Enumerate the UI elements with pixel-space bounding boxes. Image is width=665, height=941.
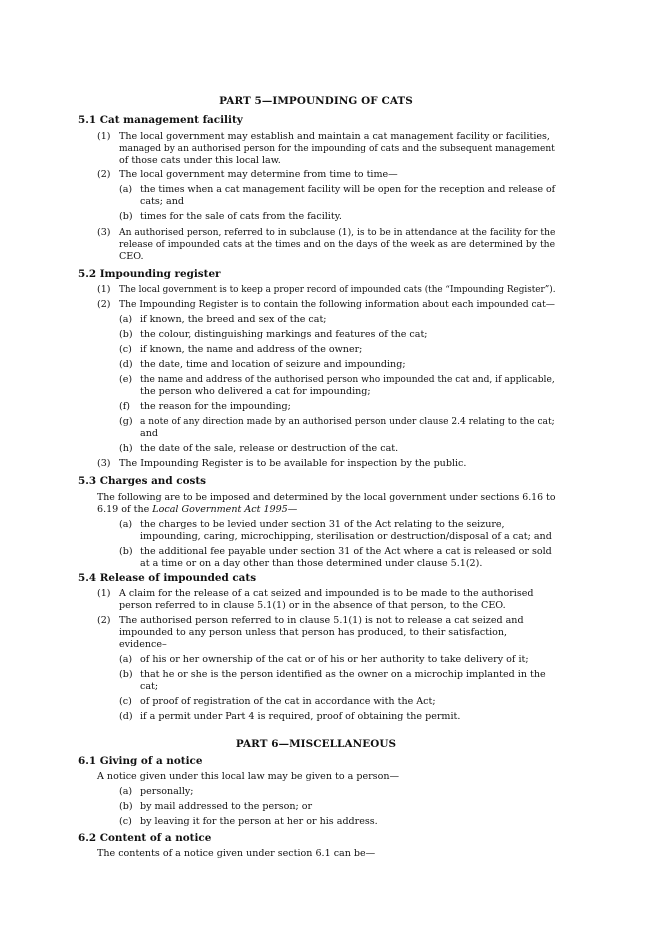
clause-text: person referred to in clause 5.1(1) or in the absence of that person, to the CEO. [119, 600, 506, 611]
item-letter: (d) [119, 359, 133, 370]
item-text: cat; [140, 681, 159, 692]
section-6-2-heading: 6.2 Content of a notice [78, 832, 212, 844]
item-letter: (c) [119, 696, 132, 707]
item-text: cats; and [140, 196, 184, 207]
item-letter: (h) [119, 443, 133, 454]
item-text: and [140, 428, 158, 439]
clause-text: release of impounded cats at the times and on the days of the week as are determined by the [119, 239, 556, 250]
item-text: the colour, distinguishing markings and features of the cat; [140, 329, 428, 340]
clause-text: An authorised person, referred to in subclause (1), is to be in attendance at the facility for the [119, 227, 556, 238]
clause-number: (2) [97, 169, 111, 180]
item-letter: (a) [119, 184, 133, 195]
section-5-3-heading: 5.3 Charges and costs [78, 475, 206, 487]
clause-text: A claim for the release of a cat seized and impounded is to be made to the authorised [119, 588, 534, 599]
section-intro: The following are to be imposed and determined by the local government under sections 6.16 to [97, 492, 556, 503]
clause-number: (2) [97, 615, 111, 626]
item-letter: (a) [119, 654, 133, 665]
item-text: the person who delivered a cat for impounding; [140, 386, 371, 397]
item-text: impounding, caring, microchipping, sterilisation or destruction/disposal of a cat; and [140, 531, 552, 542]
item-letter: (a) [119, 786, 133, 797]
clause-number: (2) [97, 299, 111, 310]
item-text: personally; [140, 786, 194, 797]
section-6-1-heading: 6.1 Giving of a notice [78, 755, 203, 767]
item-letter: (b) [119, 329, 133, 340]
item-letter: (c) [119, 344, 132, 355]
section-5-1-heading: 5.1 Cat management facility [78, 114, 243, 126]
item-text: that he or she is the person identified as the owner on a microchip implanted in the [140, 669, 546, 680]
clause-number: (1) [97, 131, 111, 142]
item-letter: (d) [119, 711, 133, 722]
clause-text: The authorised person referred to in clause 5.1(1) is not to release a cat seized and [119, 615, 524, 626]
item-letter: (a) [119, 519, 133, 530]
part-5-title: PART 5—IMPOUNDING OF CATS [219, 95, 413, 107]
clause-text: The Impounding Register is to be available for inspection by the public. [119, 458, 467, 469]
part-6-title: PART 6—MISCELLANEOUS [235, 738, 397, 750]
section-intro: A notice given under this local law may be given to a person— [97, 771, 400, 782]
item-text: the times when a cat management facility will be open for the reception and release of [140, 184, 556, 195]
item-text: if known, the name and address of the owner; [140, 344, 363, 355]
item-text: times for the sale of cats from the facility. [140, 211, 342, 222]
clause-number: (1) [97, 284, 111, 295]
item-text: by leaving it for the person at her or his address. [140, 816, 378, 827]
clause-text: evidence– [119, 639, 167, 650]
clause-text: The local government is to keep a proper record of impounded cats (the “Impounding Register”). [119, 284, 556, 295]
clause-text: The local government may determine from time to time— [119, 169, 398, 180]
intro-suffix: — [287, 504, 298, 515]
item-letter: (g) [119, 416, 133, 427]
item-text: the date, time and location of seizure and impounding; [140, 359, 406, 370]
section-5-4-heading: 5.4 Release of impounded cats [78, 572, 257, 584]
item-text: if known, the breed and sex of the cat; [140, 314, 327, 325]
item-text: the date of the sale, release or destruction of the cat. [140, 443, 399, 454]
item-text: at a time or on a day other than those determined under clause 5.1(2). [140, 558, 483, 569]
section-intro [97, 504, 297, 516]
item-text: the reason for the impounding; [140, 401, 291, 412]
item-text: by mail addressed to the person; or [140, 801, 313, 812]
item-text: the additional fee payable under section 31 of the Act where a cat is released or sold [140, 546, 552, 557]
clause-text: The Impounding Register is to contain the following information about each impounded cat— [119, 299, 555, 310]
clause-text: impounded to any person unless that person has produced, to their satisfaction, [119, 627, 508, 638]
act-title: Local Government Act 1995 [152, 504, 288, 515]
item-letter: (b) [119, 211, 133, 222]
item-text: if a permit under Part 4 is required, proof of obtaining the permit. [140, 711, 461, 722]
clause-number: (3) [97, 227, 111, 238]
clause-text: CEO. [119, 251, 144, 262]
section-intro: The contents of a notice given under section 6.1 can be— [97, 848, 376, 859]
clause-number: (3) [97, 458, 111, 469]
item-letter: (b) [119, 801, 133, 812]
item-letter: (e) [119, 374, 133, 385]
clause-number: (1) [97, 588, 111, 599]
item-letter: (b) [119, 546, 133, 557]
clause-text: of those cats under this local law. [119, 155, 281, 166]
clause-text: managed by an authorised person for the impounding of cats and the subsequent management [119, 143, 555, 154]
item-text: of proof of registration of the cat in accordance with the Act; [140, 696, 436, 707]
item-letter: (c) [119, 816, 132, 827]
item-text: the charges to be levied under section 31 of the Act relating to the seizure, [140, 519, 505, 530]
intro-prefix: 6.19 of the [97, 504, 153, 515]
section-5-2-heading: 5.2 Impounding register [78, 268, 221, 280]
clause-text: The local government may establish and maintain a cat management facility or facilities, [119, 131, 550, 142]
item-letter: (f) [119, 401, 130, 412]
item-text: the name and address of the authorised person who impounded the cat and, if applicable, [140, 374, 555, 385]
item-letter: (b) [119, 669, 133, 680]
item-letter: (a) [119, 314, 133, 325]
item-text: a note of any direction made by an authorised person under clause 2.4 relating to the cat; [140, 416, 555, 427]
item-text: of his or her ownership of the cat or of his or her authority to take delivery of it; [140, 654, 529, 665]
